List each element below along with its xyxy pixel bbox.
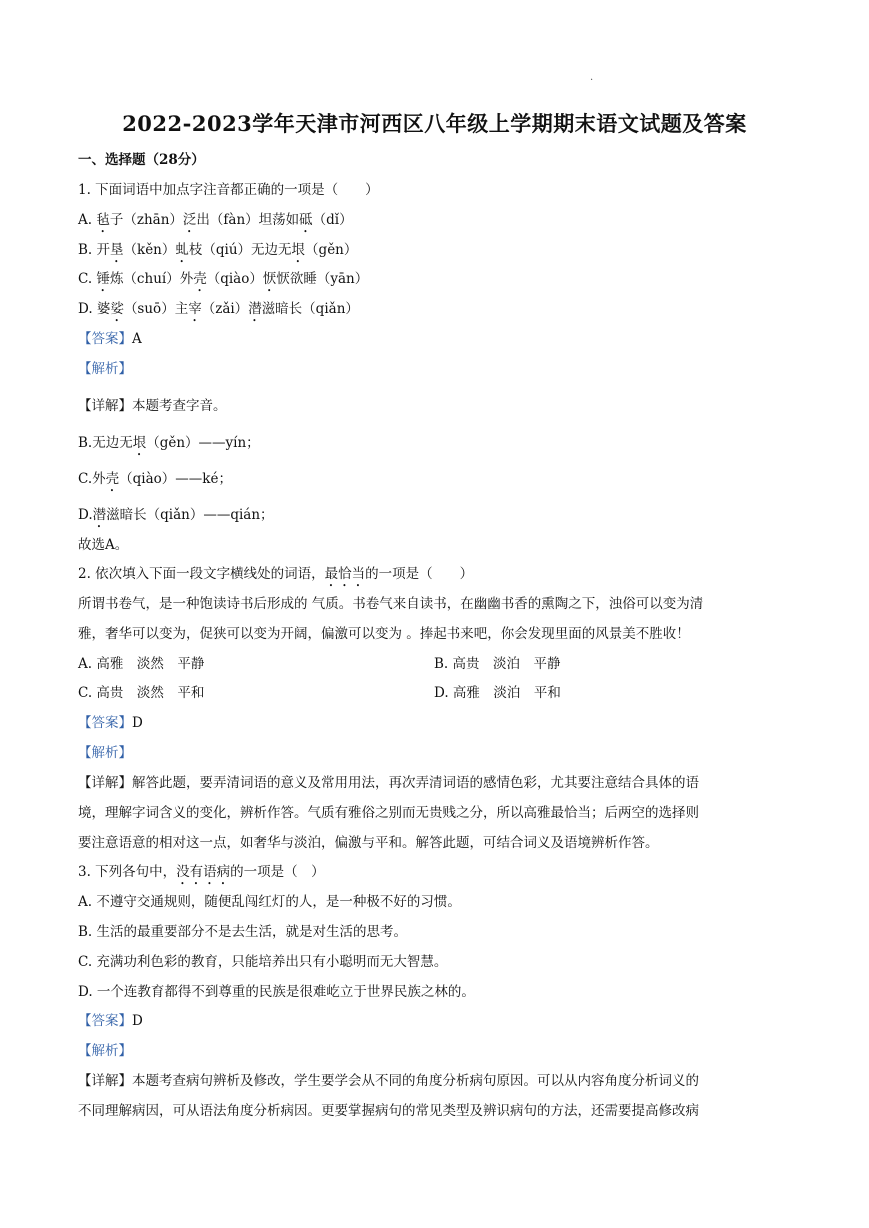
- dotted-char: 垠: [132, 435, 147, 451]
- option-text: （dǐ）: [312, 212, 353, 228]
- option-text: 滋暗长（qiǎn）: [261, 301, 359, 317]
- dotted-char: 潜: [248, 301, 262, 317]
- option-text: （kěn）: [123, 242, 176, 258]
- option-text: 出（fàn）坦荡如: [196, 212, 300, 228]
- q1-answer: [78, 330, 793, 348]
- dotted-char: 潜: [92, 507, 107, 523]
- detail-tag: 【详解】: [78, 775, 132, 791]
- fix-text: C.外: [78, 471, 106, 487]
- q2-detail-line-2: 境，理解字词含义的变化，辨析作答。气质有雅俗之别而无贵贱之分，所以高雅最恰当；后两空的选择则: [78, 805, 699, 821]
- option-text: 子（zhān）: [109, 212, 183, 228]
- fix-text: 滋暗长（qiǎn）——qián；: [106, 507, 274, 523]
- answer-tag: 【答案】: [78, 1013, 132, 1029]
- answer-value: A: [132, 331, 142, 347]
- stem-text: 3. 下列各句中，: [78, 864, 177, 880]
- stem-text: 的一项是（ ）: [365, 566, 474, 582]
- q2-options-row-1: [78, 655, 793, 673]
- option-text: （qiào）: [206, 271, 263, 287]
- dotted-word: 没有语病: [176, 864, 231, 880]
- dotted-char: 垠: [291, 242, 306, 258]
- dotted-char: 虬: [175, 242, 189, 258]
- answer-tag: 【答案】: [78, 331, 132, 347]
- q1-analysis-tag: 【解析】: [78, 361, 132, 377]
- q2-option-b: B. 高贵 淡泊 平静: [434, 656, 561, 672]
- q3-option-d: D. 一个连教育都得不到尊重的民族是很难屹立于世界民族之林的。: [78, 984, 475, 1000]
- q2-options-row-2: [78, 684, 793, 702]
- answer-value: D: [132, 1013, 143, 1029]
- dotted-char: 宰: [188, 301, 202, 317]
- q1-option-a: [78, 211, 793, 236]
- q2-answer: [78, 714, 793, 732]
- option-text: C.: [78, 271, 97, 287]
- detail-tag: 【详解】: [78, 398, 132, 414]
- detail-text: 本题考查病句辨析及修改，学生要学会从不同的角度分析病句原因。可以从内容角度分析词义的: [132, 1073, 699, 1089]
- option-text: （gěn）: [305, 242, 358, 258]
- fix-text: B.无边无: [78, 435, 133, 451]
- dotted-char: 娑: [110, 301, 124, 317]
- detail-text: 本题考查字音。: [132, 398, 227, 414]
- dotted-word: 最恰当: [324, 566, 366, 582]
- q3-analysis-tag: 【解析】: [78, 1043, 132, 1059]
- option-text: （suō）主: [123, 301, 189, 317]
- q1-option-d: [78, 300, 793, 325]
- q3-detail-line-1: [78, 1072, 793, 1090]
- stem-text: 2. 依次填入下面一段文字横线处的词语，: [78, 566, 325, 582]
- q2-detail-line-1: [78, 774, 793, 792]
- dotted-char: 毡: [96, 212, 110, 228]
- q1-option-b: [78, 241, 793, 266]
- option-text: 枝（qiú）无边无: [188, 242, 292, 258]
- answer-tag: 【答案】: [78, 715, 132, 731]
- option-text: （zǎi）: [201, 301, 249, 317]
- dotted-char: 垦: [110, 242, 124, 258]
- stem-text: 的一项是（ ）: [230, 864, 325, 880]
- q3-option-a: A. 不遵守交通规则，随便乱闯红灯的人，是一种极不好的习惯。: [78, 894, 461, 910]
- q2-stem: [78, 565, 793, 590]
- q1-conclusion: 故选A。: [78, 537, 129, 553]
- q3-option-c: C. 充满功利色彩的教育，只能培养出只有小聪明而无大智慧。: [78, 954, 448, 970]
- q3-answer: [78, 1012, 793, 1030]
- option-text: 恹欲睡（yān）: [276, 271, 369, 287]
- option-text: B. 开: [78, 242, 111, 258]
- option-text: 炼（chuí）外: [109, 271, 194, 287]
- q2-passage-line-1: 所谓书卷气，是一种饱读诗书后形成的 气质。书卷气来自读书，在幽幽书香的熏陶之下，浊俗可以变为清: [78, 596, 704, 612]
- fix-text: （qiào）——ké；: [119, 471, 232, 487]
- q2-option-c: C. 高贵 淡然 平和: [78, 685, 205, 701]
- option-text: D. 婆: [78, 301, 111, 317]
- q1-fix-c: [78, 470, 793, 495]
- option-text: A.: [78, 212, 97, 228]
- dotted-char: 砥: [299, 212, 313, 228]
- q1-stem: 1. 下面词语中加点字注音都正确的一项是（ ）: [78, 182, 379, 198]
- corner-mark: .: [590, 72, 594, 83]
- q3-detail-line-2: 不同理解病因，可从语法角度分析病因。更要掌握病句的常见类型及辨识病句的方法，还需要提高修改病: [78, 1103, 699, 1119]
- dotted-char: 锤: [96, 271, 110, 287]
- answer-value: D: [132, 715, 143, 731]
- fix-text: （gěn）——yín；: [146, 435, 260, 451]
- q2-option-a: A. 高雅 淡然 平静: [78, 656, 205, 672]
- detail-tag: 【详解】: [78, 1073, 132, 1089]
- dotted-char: 壳: [105, 471, 120, 487]
- dotted-char: 壳: [193, 271, 207, 287]
- q3-option-b: B. 生活的最重要部分不是去生活，就是对生活的思考。: [78, 924, 408, 940]
- q1-option-c: [78, 270, 793, 295]
- q2-option-d: D. 高雅 淡泊 平和: [434, 685, 561, 701]
- q1-fix-b: [78, 434, 793, 459]
- document-title: 2022-2023学年天津市河西区八年级上学期期末语文试题及答案: [122, 111, 747, 136]
- dotted-char: 恹: [262, 271, 277, 287]
- q1-fix-d: [78, 506, 793, 531]
- q2-detail-line-3: 要注意语意的相对这一点，如奢华与淡泊，偏激与平和。解答此题，可结合词义及语境辨析作答。: [78, 835, 659, 851]
- section-heading: 一、选择题（28分）: [78, 152, 205, 168]
- q2-analysis-tag: 【解析】: [78, 745, 132, 761]
- detail-text: 解答此题，要弄清词语的意义及常用用法，再次弄清词语的感情色彩，尤其要注意结合具体的语: [132, 775, 699, 791]
- fix-text: D.: [78, 507, 93, 523]
- q2-passage-line-2: 雅，奢华可以变为，促狭可以变为开阔，偏激可以变为 。捧起书来吧，你会发现里面的风景美不胜收！: [78, 626, 690, 642]
- q3-stem: [78, 863, 793, 888]
- dotted-char: 泛: [182, 212, 197, 228]
- q1-detail: [78, 397, 793, 415]
